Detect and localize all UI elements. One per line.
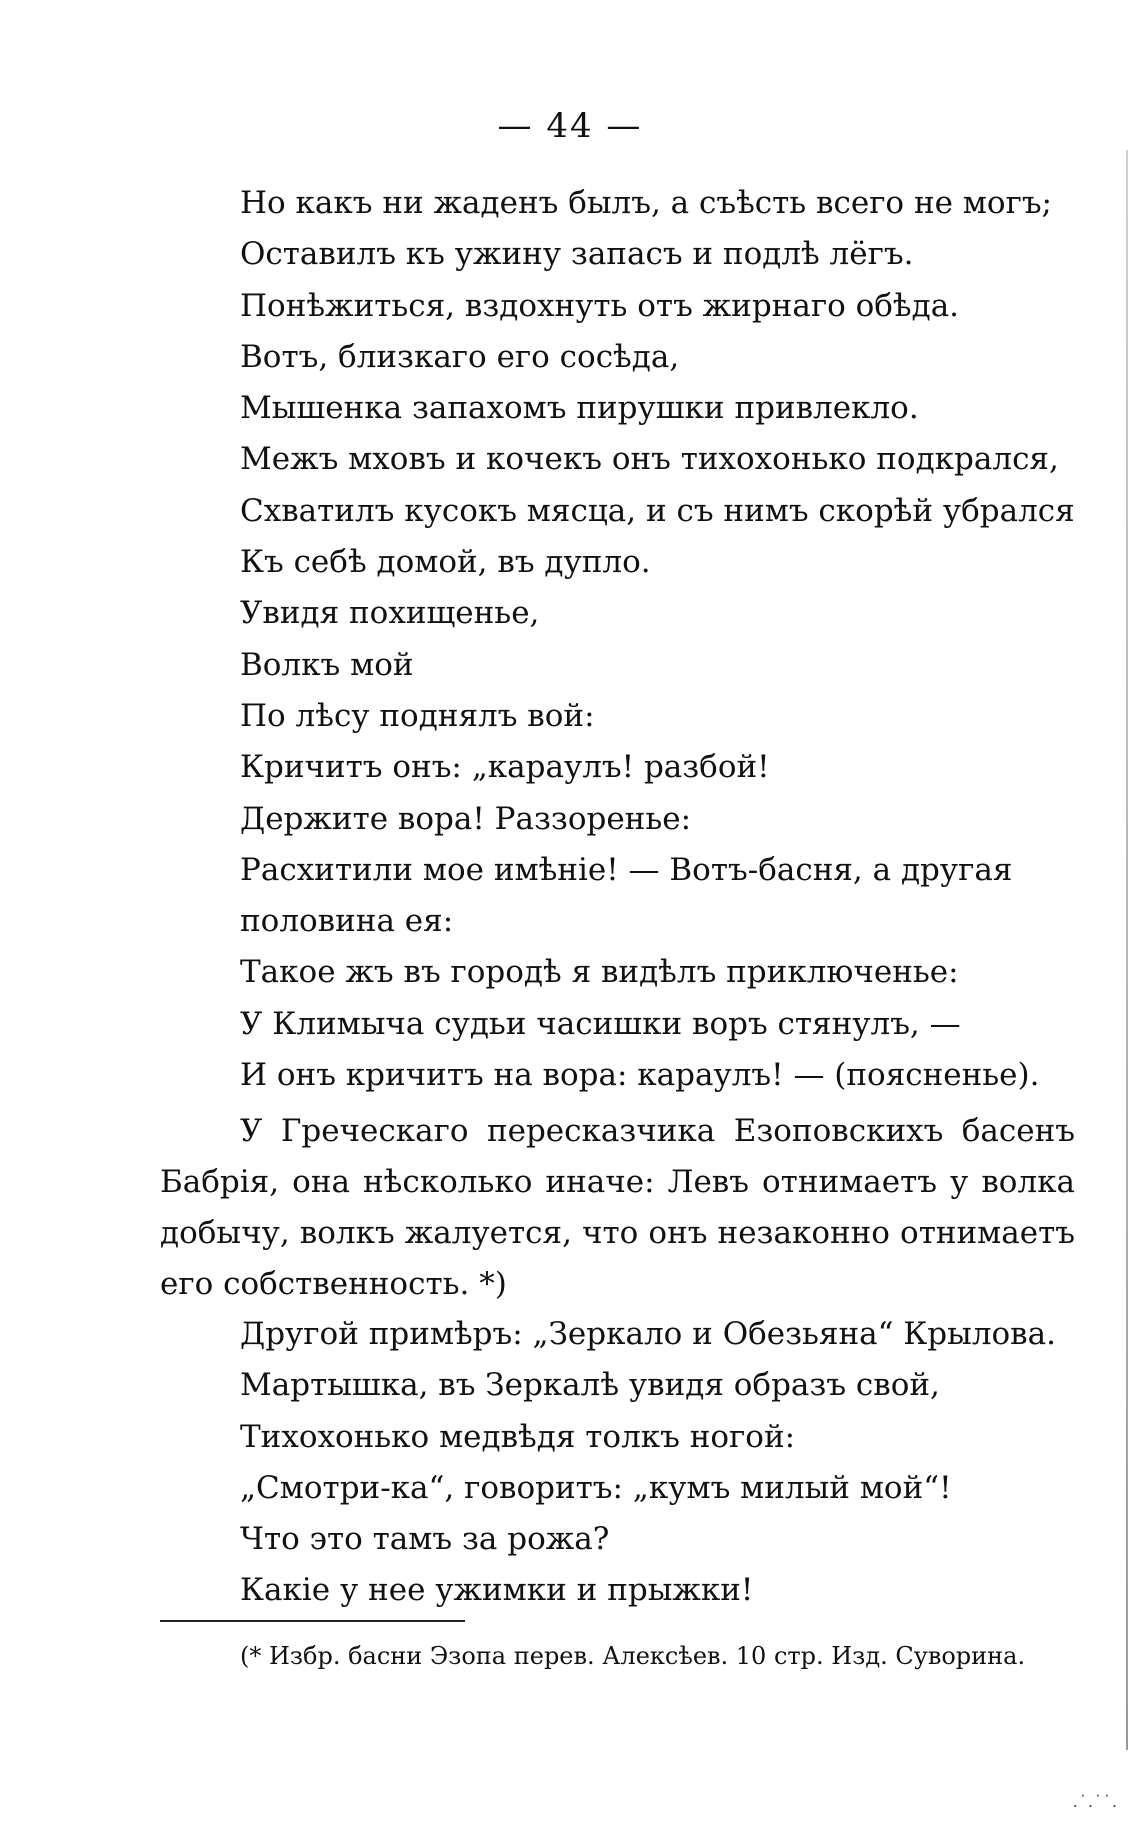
verse-line: Вотъ, близкаго его сосѣда, (240, 338, 680, 375)
second-verse (240, 1309, 1120, 1617)
verse-line: По лѣсу поднялъ вой: (240, 697, 595, 734)
verse-line: „Смотри-ка“, говоритъ: „кумъ милый мой“! (240, 1469, 952, 1506)
footnote: (* Избр. басни Эзопа перев. Алексѣев. 10 стр. Изд. Суворина. (240, 1642, 1026, 1670)
verse-line: Межъ мховъ и кочекъ онъ тихохонько подкрался, (240, 441, 1059, 478)
verse-line: Но какъ ни жаденъ былъ, а съѣсть всего не могъ; (240, 185, 1052, 221)
verse-line: Къ себѣ домой, въ дупло. (240, 544, 651, 581)
verse-line: Такое жъ въ городѣ я видѣлъ приключенье: (240, 954, 959, 991)
verse-line: Оставилъ къ ужину запасъ и подлѣ лёгъ. (240, 236, 914, 273)
prose-paragraph: У Греческаго пересказчика Езоповскихъ басенъ Бабрія, она нѣсколько иначе: Левъ отнимаетъ у волка добычу, волкъ жалуется, что онъ незаконно отнимаетъ его собственность. *) (160, 1113, 1075, 1302)
verse-line: Мартышка, въ Зеркалѣ увидя образъ свой, (240, 1367, 940, 1404)
verse-line: Кричитъ онъ: „караулъ! разбой! (240, 749, 770, 786)
verse-line: Какіе у нее ужимки и прыжки! (240, 1572, 754, 1609)
scan-corner-mark: .˙.˙˙. (1072, 1792, 1118, 1811)
verse-line: Увидя похищенье, (240, 595, 540, 632)
verse-line: Схватилъ кусокъ мясца, и съ нимъ скорѣй убрался (240, 492, 1075, 529)
verse-line: Расхитили мое имѣніе! — Вотъ-басня, а другая (240, 851, 1013, 888)
verse-line: Понѣжиться, вздохнуть отъ жирнаго обѣда. (240, 287, 960, 324)
verse-line: половина ея: (240, 903, 454, 940)
footnote-divider (160, 1620, 465, 1622)
verse-line: Волкъ мой (240, 646, 414, 683)
verse-line: Другой примѣръ: „Зеркало и Обезьяна“ Крылова. (240, 1316, 1056, 1352)
page-number: — 44 — (497, 106, 643, 146)
verse-line: Что это тамъ за рожа? (240, 1521, 610, 1558)
fable-verse (240, 178, 1120, 1101)
verse-line: У Климыча судьи часишки воръ стянулъ, — (240, 1005, 961, 1042)
verse-line: Тихохонько медвѣдя толкъ ногой: (240, 1418, 796, 1455)
verse-line: И онъ кричитъ на вора: караулъ! — (поясненье). (240, 1057, 1040, 1094)
verse-line: Держите вора! Раззоренье: (240, 800, 692, 837)
verse-line: Мышенка запахомъ пирушки привлекло. (240, 390, 919, 427)
page-edge-line (1126, 150, 1128, 1750)
